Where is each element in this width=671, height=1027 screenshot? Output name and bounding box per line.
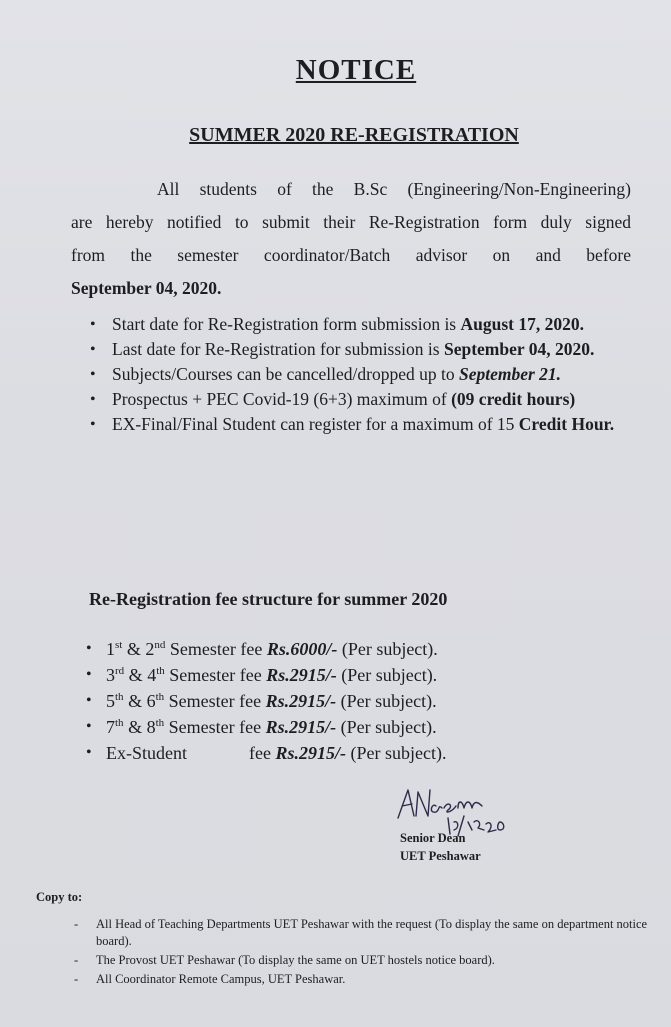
dash-icon: -	[74, 972, 79, 986]
fee-item: • 3rd & 4th Semester fee Rs.2915/- (Per subject).	[86, 662, 446, 688]
list-item: - All Coordinator Remote Campus, UET Peshawar.	[74, 972, 346, 986]
intro-paragraph	[71, 173, 631, 305]
bullet-icon: •	[90, 391, 96, 408]
bullet-icon: •	[90, 416, 96, 433]
intro-line: All students of the B.Sc (Engineering/Non-Engineering)	[157, 179, 631, 199]
dash-icon: -	[74, 917, 79, 931]
list-item: • Start date for Re-Registration form submission is August 17, 2020.	[90, 314, 584, 334]
signatory-block	[400, 829, 481, 865]
fee-list	[86, 636, 446, 766]
fee-item: • Ex-Student fee Rs.2915/- (Per subject).	[86, 740, 446, 766]
notice-subtitle: SUMMER 2020 RE-REGISTRATION	[189, 124, 519, 146]
intro-line: from the semester coordinator/Batch advisor on and before	[71, 245, 631, 265]
list-item: • Prospectus + PEC Covid-19 (6+3) maximum of (09 credit hours)	[90, 389, 576, 409]
signatory-org: UET Peshawar	[400, 849, 481, 863]
list-item: • EX-Final/Final Student can register for a maximum of 15 Credit Hour.	[90, 414, 615, 434]
copy-to-list	[70, 916, 650, 990]
bullet-icon: •	[90, 316, 96, 333]
intro-line: are hereby notified to submit their Re-Registration form duly signed	[71, 212, 631, 232]
bullet-icon: •	[86, 640, 92, 657]
fee-item: • 5th & 6th Semester fee Rs.2915/- (Per subject).	[86, 688, 446, 714]
fee-item: • 7th & 8th Semester fee Rs.2915/- (Per subject).	[86, 714, 446, 740]
bullet-icon: •	[86, 744, 92, 761]
signatory-title: Senior Dean	[400, 831, 466, 845]
bullet-icon: •	[90, 341, 96, 358]
bullet-icon: •	[86, 666, 92, 683]
list-item: • Last date for Re-Registration for submission is September 04, 2020.	[90, 339, 595, 359]
fee-structure-heading: Re-Registration fee structure for summer 2020	[89, 589, 448, 609]
list-item: - All Head of Teaching Departments UET Peshawar with the request (To display the same on department notice board).	[74, 917, 648, 948]
dash-icon: -	[74, 953, 79, 967]
list-item: • Subjects/Courses can be cancelled/dropped up to September 21.	[90, 364, 562, 384]
notice-title: NOTICE	[295, 54, 417, 86]
registration-dates-list	[88, 313, 628, 438]
copy-to-label: Copy to:	[36, 890, 83, 904]
fee-item: • 1st & 2nd Semester fee Rs.6000/- (Per subject).	[86, 636, 446, 662]
list-item: - The Provost UET Peshawar (To display the same on UET hostels notice board).	[74, 953, 495, 967]
bullet-icon: •	[86, 692, 92, 709]
bullet-icon: •	[86, 718, 92, 735]
bullet-icon: •	[90, 366, 96, 383]
intro-line-date: September 04, 2020.	[71, 278, 222, 298]
